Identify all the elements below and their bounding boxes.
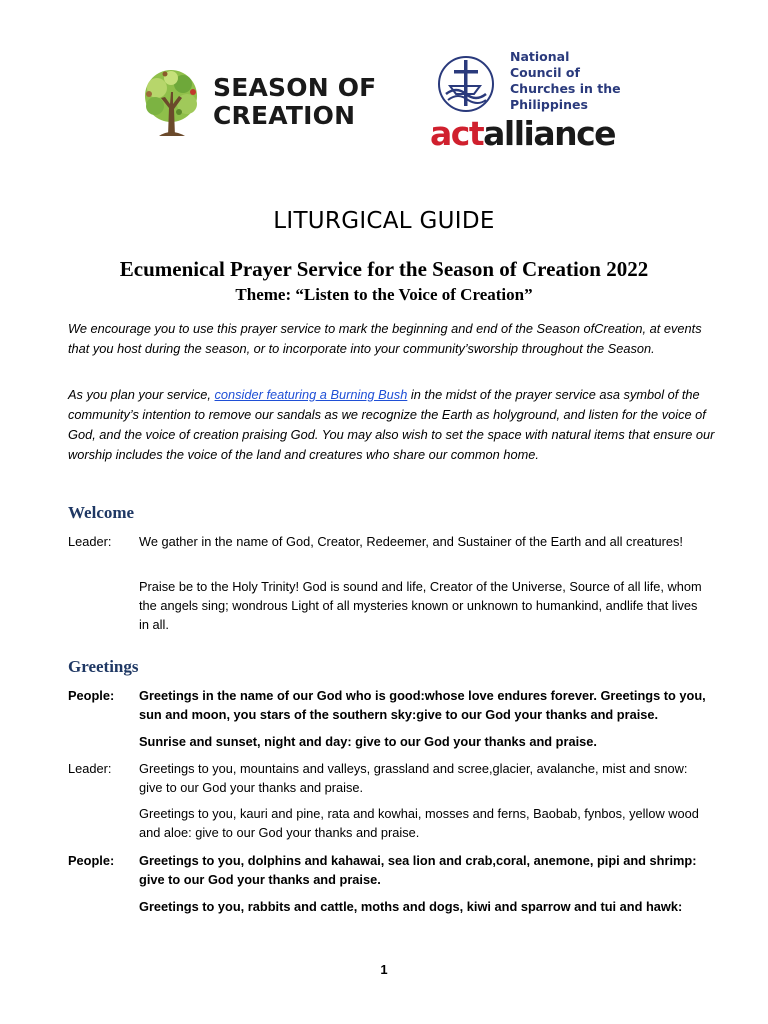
liturgy-line: Greetings to you, rabbits and cattle, moths and dogs, kiwi and sparrow and tui and hawk: (139, 899, 683, 914)
intro-paragraph-2 (68, 385, 718, 465)
nccp-name (510, 49, 621, 113)
page-title: LITURGICAL GUIDE (273, 208, 495, 234)
act-alliance-part1: act (430, 114, 484, 153)
act-alliance-wordmark (430, 114, 615, 154)
greetings-heading: Greetings (68, 657, 139, 676)
role-label: People: (68, 688, 115, 703)
nccp-line4: Philippines (510, 97, 588, 112)
page-number: 1 (380, 962, 388, 977)
season-of-creation-logo (135, 66, 385, 142)
role-label: People: (68, 853, 115, 868)
season-of-creation-wordmark (213, 74, 376, 130)
liturgy-line: Sunrise and sunset, night and day: give to our God your thanks and praise. (139, 734, 597, 749)
intro-text-2-end: in the midst of the prayer service asa symbol of the community’s intention to remove our sandals as we recognize the Earth as holyground, and listen for the voice of God, and the voice of creation praising God. You may also wish to set the space with natural items that ensure our worship includes the voice of the land and creatures who share our common home. (68, 387, 715, 462)
liturgy-line: Greetings to you, mountains and valleys, grassland and scree,glacier, avalanche, mist and snow: give to our God your thanks and praise. (139, 761, 688, 795)
welcome-heading: Welcome (68, 503, 135, 522)
liturgy-line: Greetings to you, kauri and pine, rata and kowhai, mosses and ferns, Baobab, fynbos, yellow wood and aloe: give to our God your thanks and praise. (139, 806, 699, 840)
liturgy-line: Greetings to you, dolphins and kahawai, sea lion and crab,coral, anemone, pipi and shrimp: give to our God your thanks and praise. (139, 853, 697, 887)
liturgy-line: We gather in the name of God, Creator, Redeemer, and Sustainer of the Earth and all creatures! (139, 534, 683, 549)
season-logo-line1: SEASON OF (213, 73, 377, 102)
intro-text-1: We encourage you to use this prayer service to mark the beginning and end of the Season ofCreation, at events that you host during the season, or to incorporate into your community’sworship throughout the Season. (68, 321, 702, 356)
season-logo-line2: CREATION (213, 101, 356, 130)
burning-bush-link[interactable]: consider featuring a Burning Bush (214, 387, 408, 402)
nccp-line3: Churches in the (510, 81, 621, 96)
liturgy-line: Praise be to the Holy Trinity! God is sound and life, Creator of the Universe, Source of all life, whom the angels sing; wondrous Light of all mysteries known or unknown to humankind, andlife that lives in all. (139, 579, 702, 632)
tree-icon (135, 66, 207, 138)
intro-paragraph-1 (68, 319, 718, 359)
intro-text-2-start: As you plan your service, (68, 387, 215, 402)
act-alliance-part2: alliance (483, 114, 616, 153)
liturgy-line: Greetings in the name of our God who is good:whose love endures forever. Greetings to you, sun and moon, you stars of the southern sky:give to our God your thanks and praise. (139, 688, 706, 722)
theme-line: Theme: “Listen to the Voice of Creation” (235, 285, 533, 304)
role-label: Leader: (68, 534, 112, 549)
service-subtitle: Ecumenical Prayer Service for the Season of Creation 2022 (119, 257, 649, 281)
nccp-line2: Council of (510, 65, 580, 80)
role-label: Leader: (68, 761, 112, 776)
nccp-line1: National (510, 49, 570, 64)
nccp-act-alliance-logo (430, 42, 630, 162)
nccp-emblem-icon (430, 46, 502, 118)
